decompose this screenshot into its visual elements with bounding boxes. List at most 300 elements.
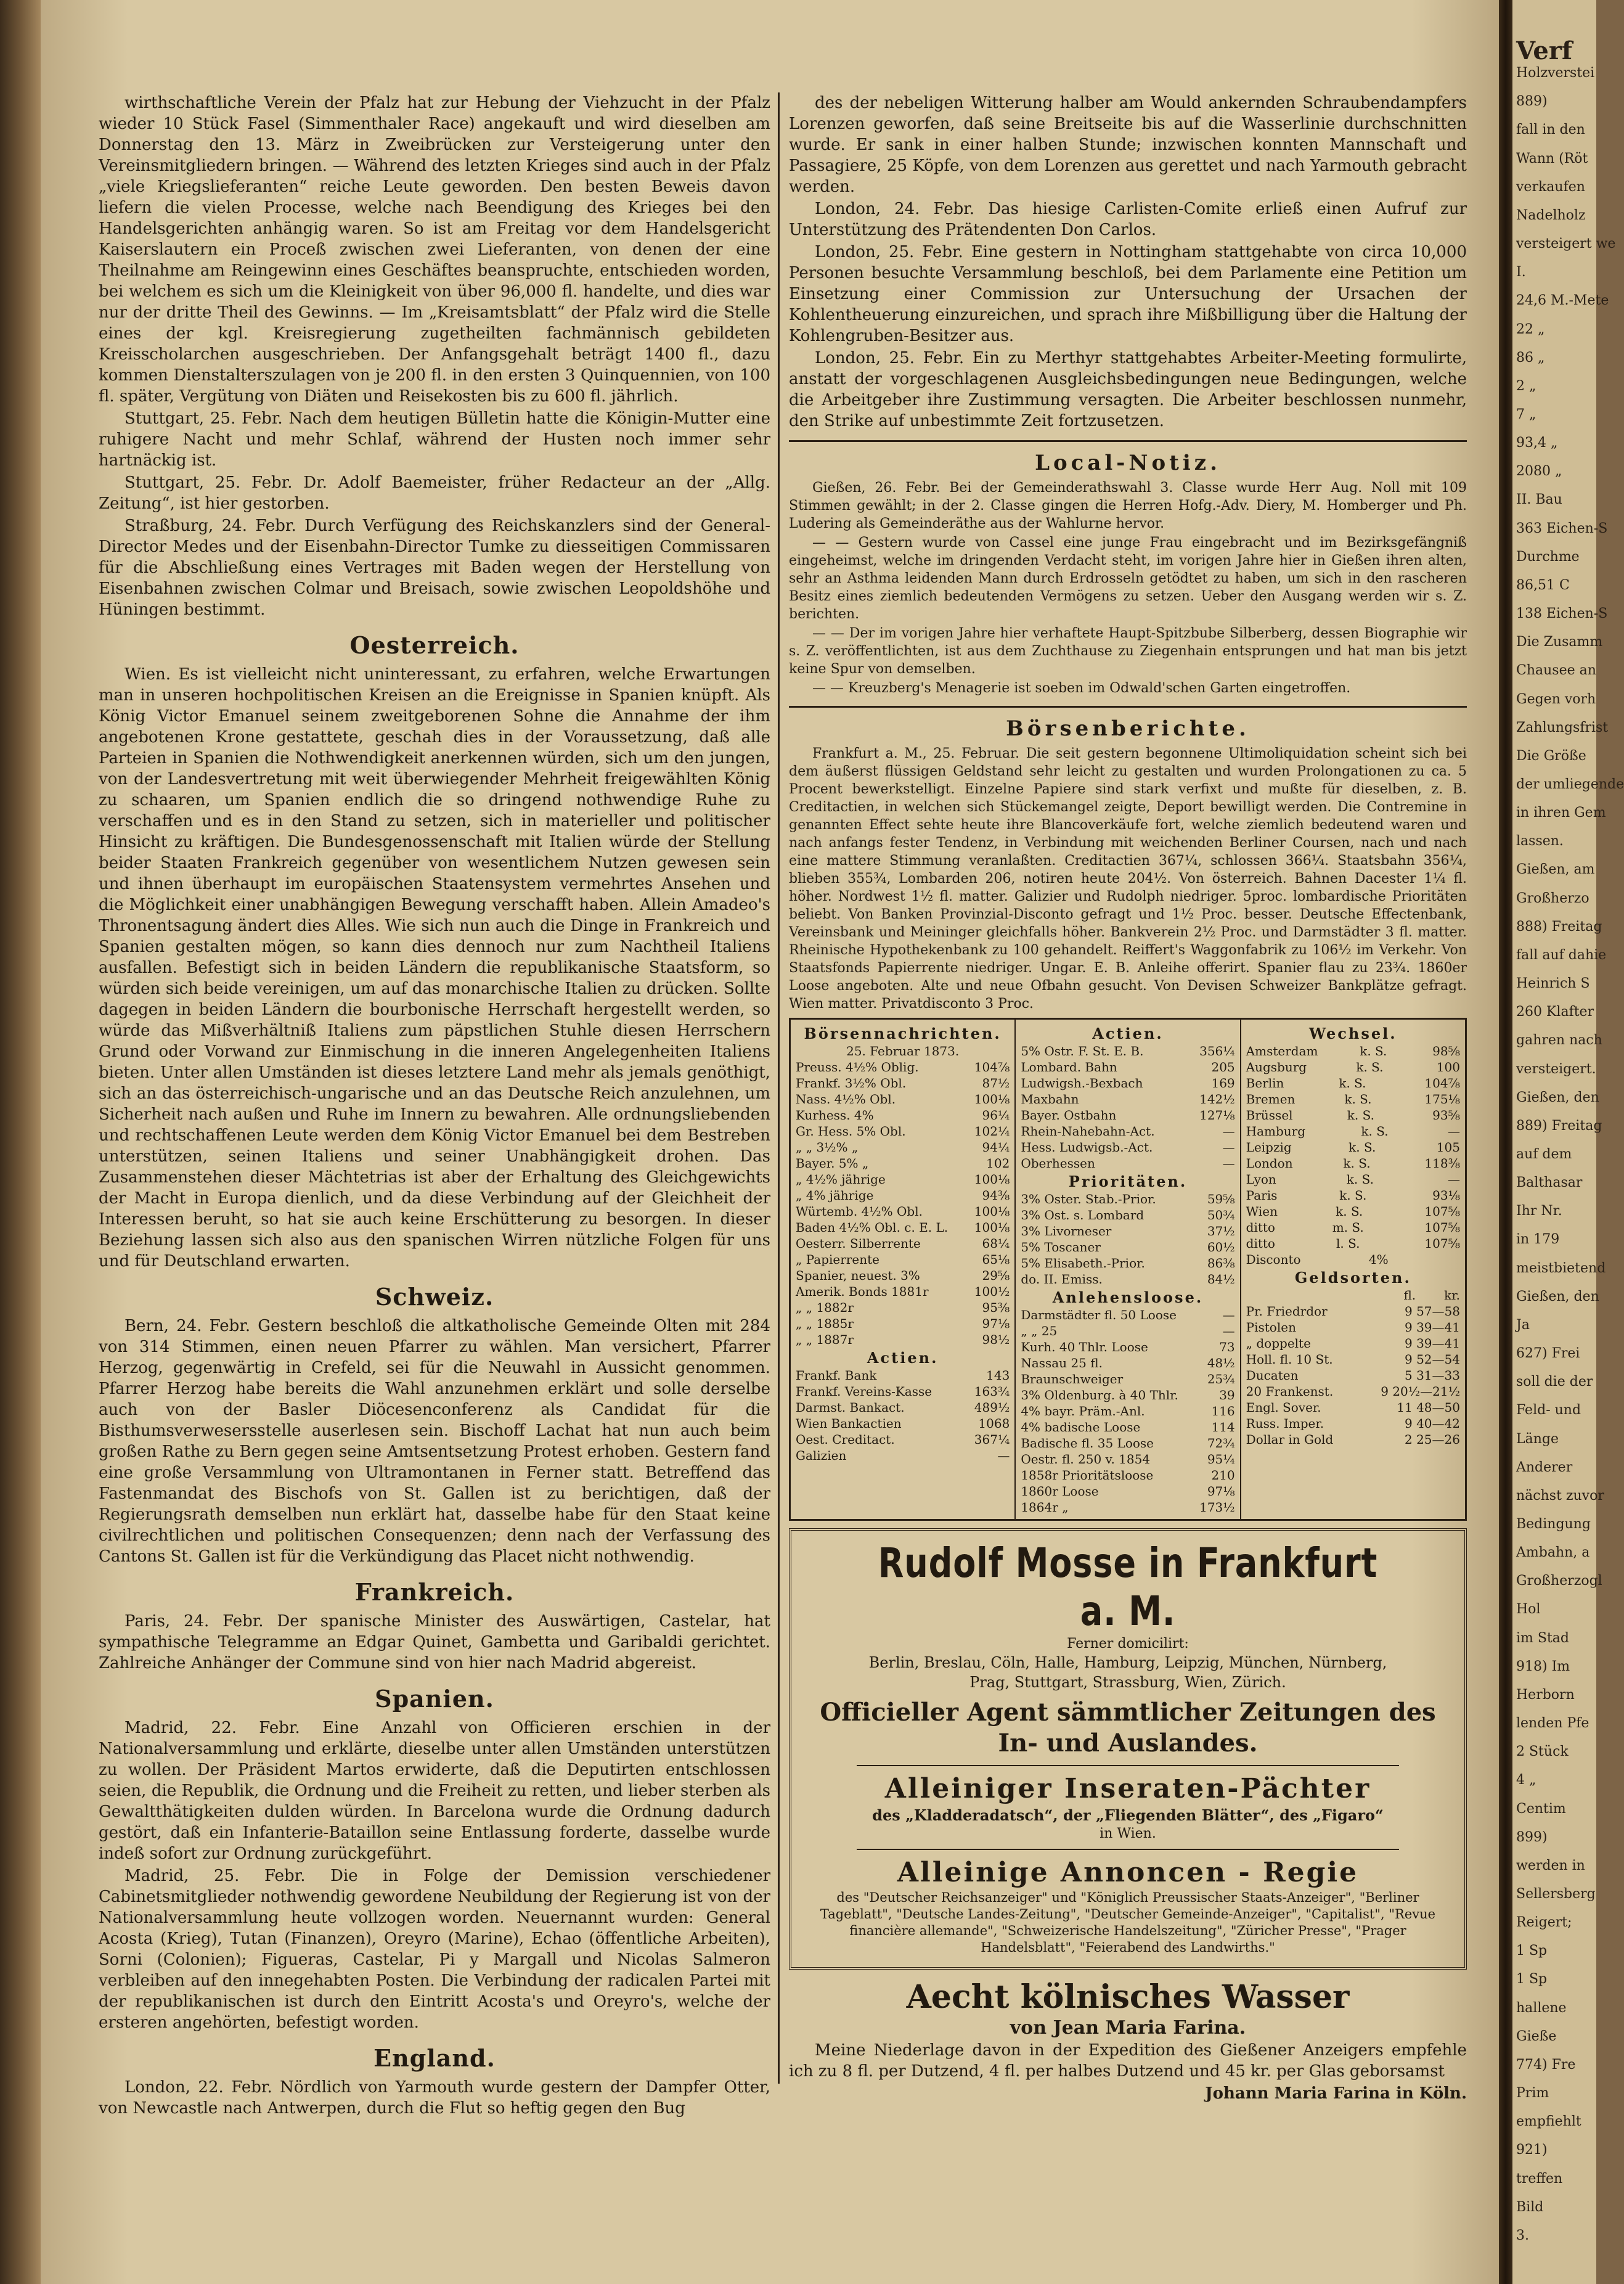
market-value: 95¼	[1207, 1452, 1235, 1467]
market-value: 9 20½—21½	[1381, 1384, 1460, 1399]
market-row	[1246, 1043, 1460, 1059]
market-label: Wien Bankactien	[796, 1416, 902, 1431]
market-value: 118⅜	[1424, 1156, 1460, 1171]
market-row	[1021, 1371, 1234, 1387]
market-label: Dollar in Gold	[1246, 1432, 1334, 1447]
market-label: Lombard. Bahn	[1021, 1060, 1117, 1074]
market-value: 100⅛	[974, 1172, 1010, 1187]
adjacent-page-fragment: Balthasar	[1516, 1175, 1583, 1191]
france-articles	[99, 1611, 770, 1674]
market-row	[1246, 1155, 1460, 1171]
market-row	[796, 1059, 1010, 1075]
market-value: k. S.	[1360, 1044, 1387, 1058]
market-value: —	[1222, 1124, 1235, 1139]
unit-kr: kr.	[1444, 1288, 1460, 1303]
adjacent-page-fragment: Hol	[1516, 1602, 1541, 1618]
market-value: 102	[986, 1156, 1010, 1171]
market-label: Ludwigsh.-Bexbach	[1021, 1076, 1143, 1091]
market-value: 98⅝	[1432, 1044, 1460, 1058]
local-note: — — Gestern wurde von Cassel eine junge Frau eingebracht und im Bezirksgefängniß eingeheimst, welche im dringenden Verdacht steht, im vorigen Jahre hier in Gießen ihren alten, sehr an Asthma leidenden Mann durch Erdrosseln getödtet zu haben, um sich in den rascheren Besitz eines ziemlich bedeutenden Vermögens zu setzen. Ueber den Ausgang werden wir s. Z. berichten.	[789, 535, 1467, 622]
article-paragraph: Madrid, 25. Febr. Die in Folge der Demission verschiedener Cabinetsmitglieder nothwendig gewordene Neubildung der Regierung ist von der Nationalversammlung heute vollzogen worden. Neuernannt wurden: General Acosta (Krieg), Tutan (Finanzen), Oreyro (Marine), Echao (öffentliche Arbeiten), Sorni (Colonien); Figueras, Castelar, Pi y Margall und Nicolas Salmeron verbleiben auf den innegehabten Posten. Die Verbindung der radicalen Partei mit der republikanischen ist durch den Eintritt Acosta's und Oreyro's, welche der ersteren angehörten, befestigt worden.	[99, 1867, 770, 2032]
market-value: 143	[986, 1368, 1010, 1383]
divider	[857, 1849, 1399, 1850]
ad-regie: Alleinige Annoncen - Regie	[897, 1857, 1359, 1888]
adjacent-page-fragment: Anderer	[1516, 1459, 1573, 1475]
article-paragraph: Stuttgart, 25. Febr. Dr. Adolf Baemeister, früher Redacteur an der „Allg. Zeitung“, ist hier gestorben.	[99, 473, 770, 513]
market-label: 1858r Prioritätsloose	[1021, 1468, 1154, 1483]
market-label: Bremen	[1246, 1092, 1296, 1107]
adjacent-page-fragment: Reigert;	[1516, 1915, 1572, 1931]
section-title-austria: Oesterreich.	[349, 631, 520, 659]
adjacent-page-fragment: im Stad	[1516, 1630, 1570, 1646]
market-value: 1068	[978, 1416, 1010, 1431]
market-label: Oestr. fl. 250 v. 1854	[1021, 1452, 1151, 1467]
market-value: 11 48—50	[1397, 1400, 1460, 1415]
market-value: k. S.	[1336, 1204, 1363, 1219]
market-value: k. S.	[1344, 1092, 1372, 1107]
adjacent-page-fragment: 24,6 M.-Mete	[1516, 293, 1609, 309]
market-label: Nassau 25 fl.	[1021, 1356, 1103, 1370]
market-label: Wien	[1246, 1204, 1278, 1219]
market-row	[1021, 1091, 1234, 1107]
section-title-bourse: Börsenberichte.	[1006, 716, 1250, 741]
adjacent-page-fragment: Chausee an	[1516, 663, 1596, 679]
market-label: Baden 4½% Obl. c. E. L.	[796, 1220, 949, 1235]
ad2-text: Meine Niederlage davon in der Expedition des Gießener Anzeigers empfehle ich zu 8 fl. per Dutzend, 4 fl. per halbes Dutzend und 45 kr. per Glas geborsamst	[789, 2041, 1467, 2081]
market-value: 94⅜	[982, 1188, 1010, 1203]
market-label: 3% Ost. s. Lombard	[1021, 1208, 1145, 1222]
local-note: — — Der im vorigen Jahre hier verhaftete Haupt-Spitzbube Silberberg, dessen Biographie wir s. Z. veröffentlichten, ist aus dem Zuchthause zu Ziegenhain entsprungen und hat man bis jetzt keine Spur von demselben.	[789, 626, 1467, 677]
market-row	[796, 1399, 1010, 1415]
market-value: 9 39—41	[1405, 1320, 1460, 1335]
market-row	[796, 1139, 1010, 1155]
ad-subtitle: Ferner domicilirt:	[1067, 1636, 1189, 1652]
local-note: Gießen, 26. Febr. Bei der Gemeinderathswahl 3. Classe wurde Herr Aug. Noll mit 109 Stimmen gewählt; in der 2. Classe gingen die Herren Hofg.-Adv. Diery, M. Homberger und Ph. Ludering als Gemeinderäthe aus der Wahlurne hervor.	[789, 480, 1467, 531]
adjacent-page-fragment: fall in den	[1516, 122, 1585, 138]
section-title-france: Frankreich.	[354, 1578, 515, 1606]
adjacent-page-fragment: 899)	[1516, 1829, 1548, 1845]
adjacent-page-fragment: Bild	[1516, 2199, 1544, 2215]
market-label: ditto	[1246, 1220, 1275, 1235]
market-label: Engl. Sover.	[1246, 1400, 1321, 1415]
market-heading: Prioritäten.	[1068, 1173, 1188, 1190]
market-table	[789, 1018, 1467, 1521]
book-spine	[0, 0, 41, 2284]
market-row	[1246, 1219, 1460, 1235]
adjacent-page-fragment: 918) Im	[1516, 1658, 1570, 1674]
adjacent-page-fragment: hallene	[1516, 2000, 1567, 2016]
market-row	[1246, 1123, 1460, 1139]
market-label: „ „ 3½% „	[796, 1140, 859, 1155]
market-value: 37½	[1207, 1224, 1235, 1238]
adjacent-page-fragment: in 179	[1516, 1232, 1560, 1248]
market-label: Würtemb. 4½% Obl.	[796, 1204, 923, 1219]
market-label: Darmst. Bankact.	[796, 1400, 905, 1415]
market-label: 5% Toscaner	[1021, 1240, 1101, 1255]
market-label: Frankf. Vereins-Kasse	[796, 1384, 932, 1399]
adjacent-page-fragment: 86,51 C	[1516, 577, 1570, 593]
market-value: 107⅝	[1424, 1220, 1460, 1235]
market-row	[1021, 1467, 1234, 1483]
adjacent-page-fragment: 2 Stück	[1516, 1744, 1569, 1760]
market-label: Frankf. 3½% Obl.	[796, 1076, 907, 1091]
market-label: Hess. Ludwigsb.-Act.	[1021, 1140, 1153, 1155]
market-row	[796, 1107, 1010, 1123]
divider	[789, 440, 1467, 442]
market-label: „ „ 1887r	[796, 1332, 854, 1347]
market-label: Kurh. 40 Thlr. Loose	[1021, 1340, 1148, 1354]
unit-fl: fl.	[1403, 1288, 1416, 1303]
market-value: 100⅛	[974, 1204, 1010, 1219]
market-col-2	[1014, 1020, 1239, 1519]
market-row	[1246, 1107, 1460, 1123]
market-label: Brüssel	[1246, 1108, 1293, 1123]
adjacent-page-fragment: Feld- und	[1516, 1402, 1581, 1418]
market-row	[1246, 1351, 1460, 1367]
market-value: 356¼	[1199, 1044, 1235, 1058]
adjacent-page-fragment: I.	[1516, 264, 1526, 280]
market-value: k. S.	[1346, 1172, 1374, 1187]
ad-paechter: Alleiniger Inseraten-Pächter	[884, 1773, 1371, 1804]
bourse-report	[789, 745, 1467, 1013]
adjacent-page-fragment: Herborn	[1516, 1687, 1575, 1703]
market-heading: Geldsorten.	[1294, 1269, 1411, 1287]
market-value: 97⅛	[1207, 1484, 1235, 1499]
local-note: — — Kreuzberg's Menagerie ist soeben im Odwald'schen Garten eingetroffen.	[812, 681, 1351, 696]
market-value: 9 57—58	[1405, 1304, 1460, 1319]
market-value: 73	[1219, 1340, 1235, 1354]
spain-articles	[99, 1717, 770, 2033]
adjacent-page-fragment: Großherzo	[1516, 890, 1589, 906]
market-value: 105	[1436, 1140, 1460, 1155]
market-row	[1021, 1223, 1234, 1239]
market-value: —	[1222, 1140, 1235, 1155]
market-value: 107⅝	[1424, 1204, 1460, 1219]
market-label: „ 4½% jährige	[796, 1172, 886, 1187]
market-value: k. S.	[1339, 1188, 1367, 1203]
market-label: Disconto	[1246, 1252, 1301, 1267]
market-value: 98½	[982, 1332, 1010, 1347]
market-value: 114	[1211, 1420, 1235, 1435]
market-row	[1021, 1239, 1234, 1255]
adjacent-page-fragment: Ja	[1516, 1317, 1530, 1333]
market-label: Oberhessen	[1021, 1156, 1095, 1171]
adjacent-page-fragment: Zahlungsfrist	[1516, 719, 1609, 735]
market-row	[796, 1075, 1010, 1091]
article-paragraph: London, 25. Febr. Ein zu Merthyr stattgehabtes Arbeiter-Meeting formulirte, anstatt der vorgeschlagenen Ausgleichsbedingungen neue Bedingungen, welche die Arbeitgeber ihre Zustimmung versagten. Die Arbeiter beschlossen nunmehr, den Strike auf unbestimmte Zeit fortzusetzen.	[789, 349, 1467, 430]
adjacent-page-fragment: versteigert.	[1516, 1061, 1596, 1077]
adjacent-page-fragment: 2 „	[1516, 378, 1536, 394]
adjacent-page-fragment: nächst zuvor	[1516, 1488, 1604, 1504]
market-value: 142½	[1199, 1092, 1235, 1107]
adjacent-page-fragment: 2080 „	[1516, 464, 1562, 480]
market-label: Preuss. 4½% Oblig.	[796, 1060, 919, 1074]
market-row	[796, 1283, 1010, 1300]
market-row	[1246, 1091, 1460, 1107]
market-row	[1246, 1399, 1460, 1415]
market-row	[1246, 1203, 1460, 1219]
market-heading: Anlehensloose.	[1052, 1288, 1204, 1306]
market-label: 3% Livorneser	[1021, 1224, 1112, 1238]
market-value: 5 31—33	[1405, 1368, 1460, 1383]
market-value: 173½	[1199, 1500, 1235, 1515]
adjacent-page-fragment: 22 „	[1516, 321, 1545, 337]
adjacent-page-fragment: Verf	[1516, 36, 1573, 65]
ad2-signature: Johann Maria Farina in Köln.	[1205, 2084, 1467, 2103]
market-value: 100⅛	[974, 1220, 1010, 1235]
market-label: Pr. Friedrdor	[1246, 1304, 1328, 1319]
ad-in-wien: in Wien.	[1100, 1826, 1156, 1841]
market-label: „ Papierrente	[796, 1252, 879, 1267]
market-label: Amerik. Bonds 1881r	[796, 1284, 929, 1299]
adjacent-page-fragment: Holzverstei	[1516, 65, 1595, 81]
market-heading: Börsennachrichten.	[804, 1025, 1002, 1042]
article-paragraph: London, 25. Febr. Eine gestern in Nottingham stattgehabte von circa 10,000 Personen besuchte Versammlung beschloß, bei dem Parlamente eine Petition um Einsetzung einer Commission zur Untersuchung der Ursachen der Kohlentheuerung einzureichen, und sprach ihre Mißbilligung über die Haltung der Kohlengruben-Besitzer aus.	[789, 243, 1467, 345]
market-label: Pistolen	[1246, 1320, 1296, 1335]
left-column	[99, 92, 770, 2118]
adjacent-page-fragment: 889) Freitag	[1516, 1118, 1602, 1134]
market-label: Ducaten	[1246, 1368, 1299, 1383]
market-value: 367¼	[974, 1432, 1010, 1447]
market-label: Frankf. Bank	[796, 1368, 877, 1383]
market-value: k. S.	[1349, 1140, 1376, 1155]
market-label: Paris	[1246, 1188, 1278, 1203]
market-value: 94¼	[982, 1140, 1010, 1155]
market-label: 1860r Loose	[1021, 1484, 1099, 1499]
market-row	[1021, 1043, 1234, 1059]
market-label: do. II. Emiss.	[1021, 1272, 1103, 1287]
article-paragraph: Wien. Es ist vielleicht nicht uninteressant, zu erfahren, welche Erwartungen man in unseren hochpolitischen Kreisen an die Ereignisse in Spanien knüpft. Als König Victor Emanuel seinem zweitgeborenen Sohne die Annahme der ihm angebotenen Krone gestattete, geschah dies in der Voraussetzung, daß alle Parteien in Spanien die Nothwendigkeit anerkennen würden, sich um den jungen, von der Landesvertretung mit weit überwiegender Mehrheit freigewählten König zu schaaren, um Spanien endlich die so dringend nothwendige Ruhe zu verschaffen und es in den Stand zu setzen, sich in materieller und politischer Hinsicht zu kräftigen. Die Bundesgenossenschaft mit Italien würde der Stellung beider Staaten Frankreich gegenüber von wesentlichem Nutzen gewesen sein und ihnen überhaupt im europäischen Staatensystem vermehrtes Ansehen und die Möglichkeit einer unabhängigen Bewegung verschafft haben. Allein Amadeo's Thronentsagung ändert dies Alles. Wie sich nun auch die Dinge in Frankreich und Spanien gestalten mögen, so kann dies dennoch nur zum Nachtheil Italiens ausfallen. Befestigt sich in beiden Ländern die republikanische Staatsform, so würden sich beide vereinigen, um auf das monarchische Italien zu drücken. Sollte dagegen in beiden Ländern die bourbonische Herrschaft hergestellt werden, so würde das Mißverhältniß Italiens zum päpstlichen Stuhle diesen Herrschern Grund oder Vorwand zur Einmischung in die inneren Angelegenheiten Italiens bieten. Unter allen Umständen ist dieses letztere Land mehr als jemals genöthigt, sich an das österreichisch-ungarische und an das Deutsche Reich anzulehnen, um Sicherheit nach außen und Ruhe im Innern zu bewahren. Alle ordnungsliebenden und rechtschaffenen Leute werden dem König Victor Emanuel bei dem Bestreben unterstützen, seinen Italiens und seiner Unabhängigkeit drohen. Das Zusammenstehen dieser Mächtetrias ist aber der Erhaltung des Gleichgewichts der Macht in Europa dienlich, und da diese Verbindung auf der Gleichheit der Interessen beruht, so hat sie auch keine Erschütterung zu besorgen. In dieser Beziehung lassen sich also aus den spanischen Wirren nützliche Folgen für uns und für Deutschland erwarten.	[99, 665, 770, 1271]
market-row	[1021, 1435, 1234, 1451]
market-label: 4% badische Loose	[1021, 1420, 1141, 1435]
market-label: Amsterdam	[1246, 1044, 1318, 1058]
market-label: Augsburg	[1246, 1060, 1307, 1074]
adjacent-page-fragment: Sellersberg	[1516, 1886, 1596, 1902]
market-value: —	[1222, 1324, 1235, 1338]
market-value: 169	[1211, 1076, 1235, 1091]
england-continued	[789, 92, 1467, 432]
adjacent-page-fragment: 260 Klafter	[1516, 1004, 1594, 1020]
switzerland-articles	[99, 1316, 770, 1567]
market-value: 107⅝	[1424, 1236, 1460, 1251]
market-value: k. S.	[1356, 1060, 1384, 1074]
market-row	[1246, 1139, 1460, 1155]
market-row	[1246, 1335, 1460, 1351]
market-value: 104⅞	[974, 1060, 1010, 1074]
market-value: —	[997, 1448, 1010, 1463]
market-value: m. S.	[1332, 1220, 1364, 1235]
market-label: London	[1246, 1156, 1293, 1171]
adjacent-page-fragment: der umliegende	[1516, 777, 1624, 792]
adjacent-page-fragment: Ihr Nr.	[1516, 1203, 1562, 1219]
adjacent-page-fragment: Gießen, den	[1516, 1288, 1599, 1304]
market-label: 3% Oldenburg. à 40 Thlr.	[1021, 1388, 1178, 1402]
market-row	[1246, 1235, 1460, 1251]
market-label: 4% bayr. Präm.-Anl.	[1021, 1404, 1145, 1418]
market-row	[796, 1431, 1010, 1447]
intro-articles	[99, 92, 770, 620]
market-row	[796, 1123, 1010, 1139]
market-label: Nass. 4½% Obl.	[796, 1092, 896, 1107]
market-value: —	[1222, 1308, 1235, 1322]
market-label: 5% Ostr. F. St. E. B.	[1021, 1044, 1144, 1058]
market-label: „ 4% jährige	[796, 1188, 874, 1203]
ad2-title: Aecht kölnisches Wasser	[906, 1978, 1350, 2016]
market-row	[796, 1203, 1010, 1219]
divider	[857, 1765, 1399, 1766]
market-value: 9 40—42	[1405, 1416, 1460, 1431]
market-label: Bayer. Ostbahn	[1021, 1108, 1117, 1123]
divider	[789, 706, 1467, 708]
market-value: 210	[1211, 1468, 1235, 1483]
market-value: 175⅛	[1424, 1092, 1460, 1107]
market-label: Galizien	[796, 1448, 847, 1463]
adjacent-page-fragment: in ihren Gem	[1516, 805, 1606, 821]
market-label: Spanier, neuest. 3%	[796, 1268, 920, 1283]
market-row	[1021, 1059, 1234, 1075]
market-label: Rhein-Nahebahn-Act.	[1021, 1124, 1155, 1139]
market-row	[1021, 1403, 1234, 1419]
adjacent-page-fragment: Durchme	[1516, 549, 1580, 565]
adjacent-page-fragment: werden in	[1516, 1857, 1585, 1873]
market-row	[796, 1155, 1010, 1171]
market-value: 93⅝	[1432, 1108, 1460, 1123]
market-row	[1021, 1075, 1234, 1091]
ad-cities: Berlin, Breslau, Cöln, Halle, Hamburg, Leipzig, München, Nürnberg,	[868, 1654, 1387, 1671]
adjacent-page-fragment: Nadelholz	[1516, 207, 1586, 223]
adjacent-page-fragment: 7 „	[1516, 407, 1536, 422]
article-paragraph: Bern, 24. Febr. Gestern beschloß die altkatholische Gemeinde Olten mit 284 von 314 Stimmen, einen neuen Pfarrer zu wählen. Man versichert, Pfarrer Herzog, gegenwärtig in Crefeld, sei für die Neuwahl in Aussicht genommen. Pfarrer Herzog habe bereits die Wahl anzunehmen erklärt und solle derselbe auch von der Basler Diöcesenconferenz als Candidat für die Bisthumsverwesersstelle auserlesen sein. Bischoff Lachat hat nun auch beim großen Rathe zu Bern gegen seine Amtsentsetzung Protest erhoben. Gestern fand eine große Versammlung von Ultramontanen in Ferner statt. Betreffend das Fastenmandat des Bischofs von St. Gallen ist zu berichtigen, daß der Regierungsrath demselben nun erklärt hat, dasselbe habe für den Staat keine civilrechtlichen und politischen Consequenzen; denn nach der Verfassung des Cantons St. Gallen ist für die Verkündigung das Placet nicht nothwendig.	[99, 1317, 770, 1566]
market-label: Berlin	[1246, 1076, 1284, 1091]
market-row	[796, 1267, 1010, 1283]
article-paragraph: London, 22. Febr. Nördlich von Yarmouth wurde gestern der Dampfer Otter, von Newcastle nach Antwerpen, durch die Flut so heftig gegen den Bug	[99, 2078, 770, 2118]
market-row	[1021, 1307, 1234, 1323]
market-row	[1021, 1155, 1234, 1171]
market-row	[1246, 1319, 1460, 1335]
page-gutter	[1499, 0, 1512, 2284]
market-value: 97⅛	[982, 1316, 1010, 1331]
market-label: „ doppelte	[1246, 1336, 1311, 1351]
adjacent-page-fragment: fall auf dahie	[1516, 947, 1607, 963]
market-label: Darmstädter fl. 50 Loose	[1021, 1308, 1177, 1322]
market-value: 489½	[974, 1400, 1010, 1415]
market-row	[796, 1300, 1010, 1316]
adjacent-page-fragment: meistbietend	[1516, 1260, 1606, 1276]
market-label: Oesterr. Silberrente	[796, 1236, 921, 1251]
adjacent-page-fragment: 138 Eichen-S	[1516, 606, 1608, 622]
market-row	[1021, 1191, 1234, 1207]
article-paragraph: des der nebeligen Witterung halber am Would ankernden Schraubendampfers Lorenzen geworfen, daß seine Breitseite bis auf die Wasserlinie durchschnitten wurde. Er sank in einer halben Stunde; inzwischen konnten Mannschaft und Passagiere, 25 Köpfe, von dem Lorenzen aus gerettet und nach Yarmouth gebracht werden.	[789, 94, 1467, 196]
adjacent-page-fragment: 627) Frei	[1516, 1346, 1580, 1362]
market-value: 205	[1211, 1060, 1235, 1074]
section-title-local: Local-Notiz.	[1035, 451, 1221, 475]
market-row	[1021, 1255, 1234, 1271]
market-label: „ „ 1885r	[796, 1316, 854, 1331]
adjacent-page-fragment: empfiehlt	[1516, 2114, 1581, 2130]
market-row	[796, 1447, 1010, 1463]
market-row	[796, 1332, 1010, 1348]
adjacent-page-fragment: 1 Sp	[1516, 1971, 1548, 1987]
market-value: —	[1447, 1124, 1460, 1139]
adjacent-page-fragment: soll die der	[1516, 1374, 1593, 1390]
market-label: Hamburg	[1246, 1124, 1306, 1139]
adjacent-page-fragment: II. Bau	[1516, 492, 1562, 508]
adjacent-page-fragment: Die Zusamm	[1516, 634, 1603, 650]
adjacent-page-fragment: 4 „	[1516, 1772, 1536, 1788]
market-row	[796, 1251, 1010, 1267]
adjacent-page-fragment: Bedingung	[1516, 1517, 1591, 1532]
adjacent-page-fragment: Großherzogl	[1516, 1573, 1602, 1589]
market-row	[1246, 1383, 1460, 1399]
adjacent-page-fragment: Centim	[1516, 1801, 1566, 1817]
column-rule	[778, 92, 780, 2084]
market-label: 3% Oster. Stab.-Prior.	[1021, 1192, 1156, 1206]
market-row	[1021, 1451, 1234, 1467]
adjacent-page-fragment: 1 Sp	[1516, 1943, 1548, 1959]
market-value: 39	[1219, 1388, 1235, 1402]
market-row	[796, 1235, 1010, 1251]
market-value: 60½	[1207, 1240, 1235, 1255]
market-row	[1021, 1499, 1234, 1515]
adjacent-page-fragment: 3.	[1516, 2227, 1529, 2243]
section-title-england: England.	[373, 2044, 496, 2072]
market-label: ditto	[1246, 1236, 1275, 1251]
market-label: Bayer. 5% „	[796, 1156, 869, 1171]
market-value: 100½	[974, 1284, 1010, 1299]
market-value: 104⅞	[1424, 1076, 1460, 1091]
market-value: —	[1447, 1172, 1460, 1187]
market-value: 4%	[1368, 1252, 1389, 1267]
market-label: 5% Elisabeth.-Prior.	[1021, 1256, 1145, 1271]
market-row	[796, 1171, 1010, 1187]
market-row	[1246, 1251, 1460, 1267]
market-row	[1021, 1483, 1234, 1499]
adjacent-page-fragment: lassen.	[1516, 833, 1564, 849]
adjacent-page-fragment: 889)	[1516, 94, 1548, 110]
market-label: Maxbahn	[1021, 1092, 1079, 1107]
section-title-spain: Spanien.	[375, 1685, 494, 1713]
market-value: k. S.	[1347, 1108, 1374, 1123]
market-value: 29⅝	[982, 1268, 1010, 1283]
market-row	[796, 1187, 1010, 1203]
article-paragraph: wirthschaftliche Verein der Pfalz hat zur Hebung der Viehzucht in der Pfalz wieder 10 Stück Fasel (Simmenthaler Race) angekauft und wird dieselben am Donnerstag den 13. März in Zweibrücken zur Versteigerung unter den Vereinsmitgliedern bringen. — Während des letzten Krieges sind auch in der Pfalz „viele Kriegslieferanten“ reiche Leute geworden. Den besten Beweis davon liefern die vielen Processe, welche nach Beendigung des Krieges bei den Handelsgerichten anhängig waren. So ist am Freitag vor dem Handelsgericht Kaiserslautern ein Proceß zwischen zwei Lieferanten, von denen der eine Theilnahme am Reingewinn eines Geschäftes beanspruchte, entschieden worden, bei welchem es sich um die Kleinigkeit von über 96,000 fl. handelte, und dies war nur der dritte Theil des Gewinns. — Im „Kreisamtsblatt“ der Pfalz wird die Stelle eines der kgl. Kreisregierung zugetheilten fachmännisch gebildeten Kreisscholarchen ausgeschrieben. Der Anfangsgehalt beträgt 1400 fl., dazu kommen Dienstalterszulagen von je 200 fl. in den ersten 3 Quinquennien, von 100 fl. später, Vergütung von Diäten und Reisekosten bis zu 600 fl. jährlich.	[99, 94, 770, 406]
market-row	[796, 1219, 1010, 1235]
market-value: 2 25—26	[1405, 1432, 1460, 1447]
market-label: 20 Frankenst.	[1246, 1384, 1334, 1399]
adjacent-page-fragment: verkaufen	[1516, 179, 1585, 195]
market-col-3	[1240, 1020, 1465, 1519]
market-value: 93⅛	[1432, 1188, 1460, 1203]
adjacent-page-fragment: 86 „	[1516, 350, 1545, 366]
market-row	[1246, 1075, 1460, 1091]
market-row	[1021, 1123, 1234, 1139]
ad-papers: des „Kladderadatsch“, der „Fliegenden Blätter“, des „Figaro“	[872, 1806, 1384, 1824]
adjacent-page-fragment: Gießen, den	[1516, 1089, 1599, 1105]
market-row	[1246, 1431, 1460, 1447]
market-heading: Actien.	[1092, 1025, 1164, 1042]
adjacent-page-fragment: 888) Freitag	[1516, 919, 1602, 935]
adjacent-page-fragment: Wann (Röt	[1516, 150, 1588, 166]
market-row	[1021, 1139, 1234, 1155]
market-label: 1864r „	[1021, 1500, 1069, 1515]
adjacent-page-fragment: Die Größe	[1516, 748, 1586, 764]
market-value: 116	[1211, 1404, 1235, 1418]
market-row	[796, 1316, 1010, 1332]
market-row	[1021, 1107, 1234, 1123]
market-value: —	[1222, 1156, 1235, 1171]
market-row	[1246, 1171, 1460, 1187]
market-row	[1246, 1187, 1460, 1203]
